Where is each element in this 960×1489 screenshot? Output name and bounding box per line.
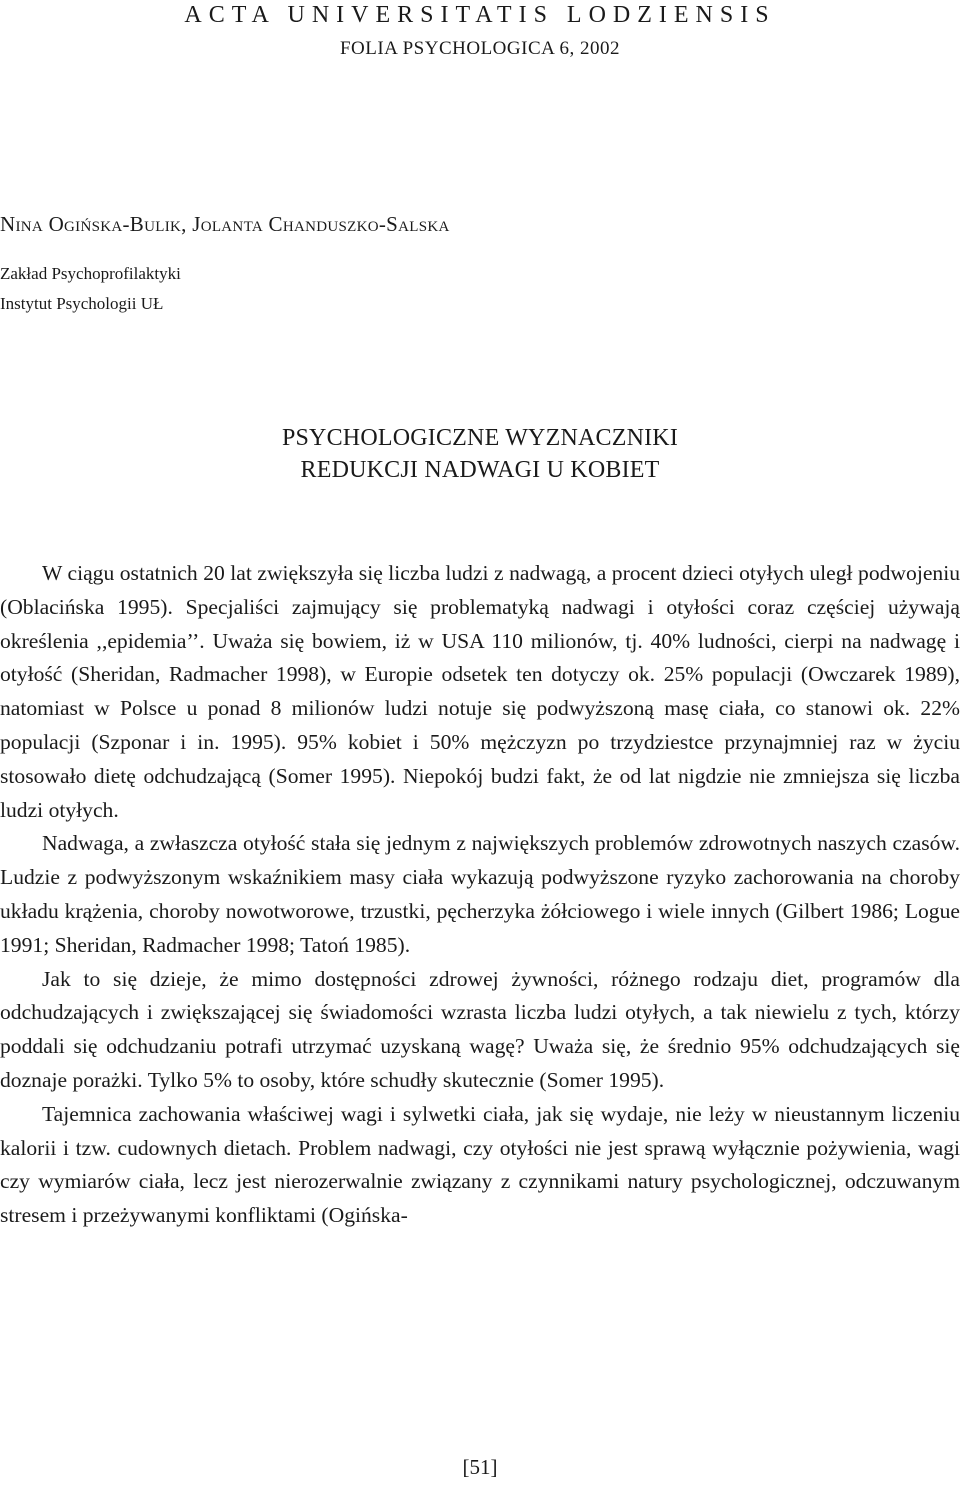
body-paragraph-4: Tajemnica zachowania właściwej wagi i sylwetki ciała, jak się wydaje, nie leży w nieustannym liczeniu kalorii i tzw. cudownych dietach. Problem nadwagi, czy otyłości nie jest sprawą wyłącznie pożywienia, wagi czy wymiarów ciała, lecz jest nierozerwalnie związany z czynnikami natury psychologicznej, odczuwanym stresem i przeżywanymi konfliktami (Ogińska- bbox=[0, 1101, 960, 1228]
article-title-line-2: REDUKCJI NADWAGI U KOBIET bbox=[300, 457, 660, 483]
body-paragraph-1: W ciągu ostatnich 20 lat zwiększyła się liczba ludzi z nadwagą, a procent dzieci otyłych uległ podwojeniu (Oblacińska 1995). Specjaliści zajmujący się problematyką nadwagi i otyłości coraz częściej używają określenia ,,epidemia’’. Uważa się bowiem, iż w USA 110 milionów, tj. 40% ludności, cierpi na nadwagę i otyłość (Sheridan, Radmacher 1998), w Europie odsetek ten dotyczy ok. 25% populacji (Owczarek 1989), natomiast w Polsce u ponad 8 milionów ludzi notuje się podwyższoną masę ciała, co stanowi ok. 22% populacji (Szponar i in. 1995). 95% kobiet i 50% mężczyzn po trzydziestce przynajmniej raz w życiu stosowało dietę odchudzającą (Somer 1995). Niepokój budzi fakt, że od lat nigdzie nie zmniejsza się liczba ludzi otyłych. bbox=[0, 561, 960, 822]
affiliation-institute: Instytut Psychologii UŁ bbox=[0, 294, 164, 313]
body-paragraph-2: Nadwaga, a zwłaszcza otyłość stała się jednym z największych problemów zdrowotnych naszych czasów. Ludzie z podwyższonym wskaźnikiem masy ciała wykazują podwyższone ryzyko zachorowania na choroby układu krążenia, choroby nowotworowe, trzustki, pęcherzyka żółciowego i wiele innych (Gilbert 1986; Logue 1991; Sheridan, Radmacher 1998; Tatoń 1985). bbox=[0, 831, 960, 957]
journal-folio: FOLIA PSYCHOLOGICA 6, 2002 bbox=[339, 38, 621, 59]
article-body bbox=[0, 557, 960, 1233]
journal-name: ACTA UNIVERSITATIS LODZIENSIS bbox=[184, 2, 776, 28]
affiliation-department: Zakład Psychoprofilaktyki bbox=[0, 264, 181, 283]
article-authors: Nina Ogińska-Bulik, Jolanta Chanduszko-Salska bbox=[0, 212, 450, 236]
article-title-line-1: PSYCHOLOGICZNE WYZNACZNIKI bbox=[281, 425, 679, 451]
body-paragraph-3: Jak to się dzieje, że mimo dostępności zdrowej żywności, różnego rodzaju diet, programów dla odchudzających i zwiększającej się świadomości wzrasta liczba ludzi otyłych, a tak niewielu z tych, którzy poddali się odchudzaniu potrafi utrzymać uzyskaną wagę? Uważa się, że średnio 95% odchudzających się doznaje porażki. Tylko 5% to osoby, które schudły skutecznie (Somer 1995). bbox=[0, 966, 960, 1092]
page-number: [51] bbox=[462, 1455, 498, 1479]
